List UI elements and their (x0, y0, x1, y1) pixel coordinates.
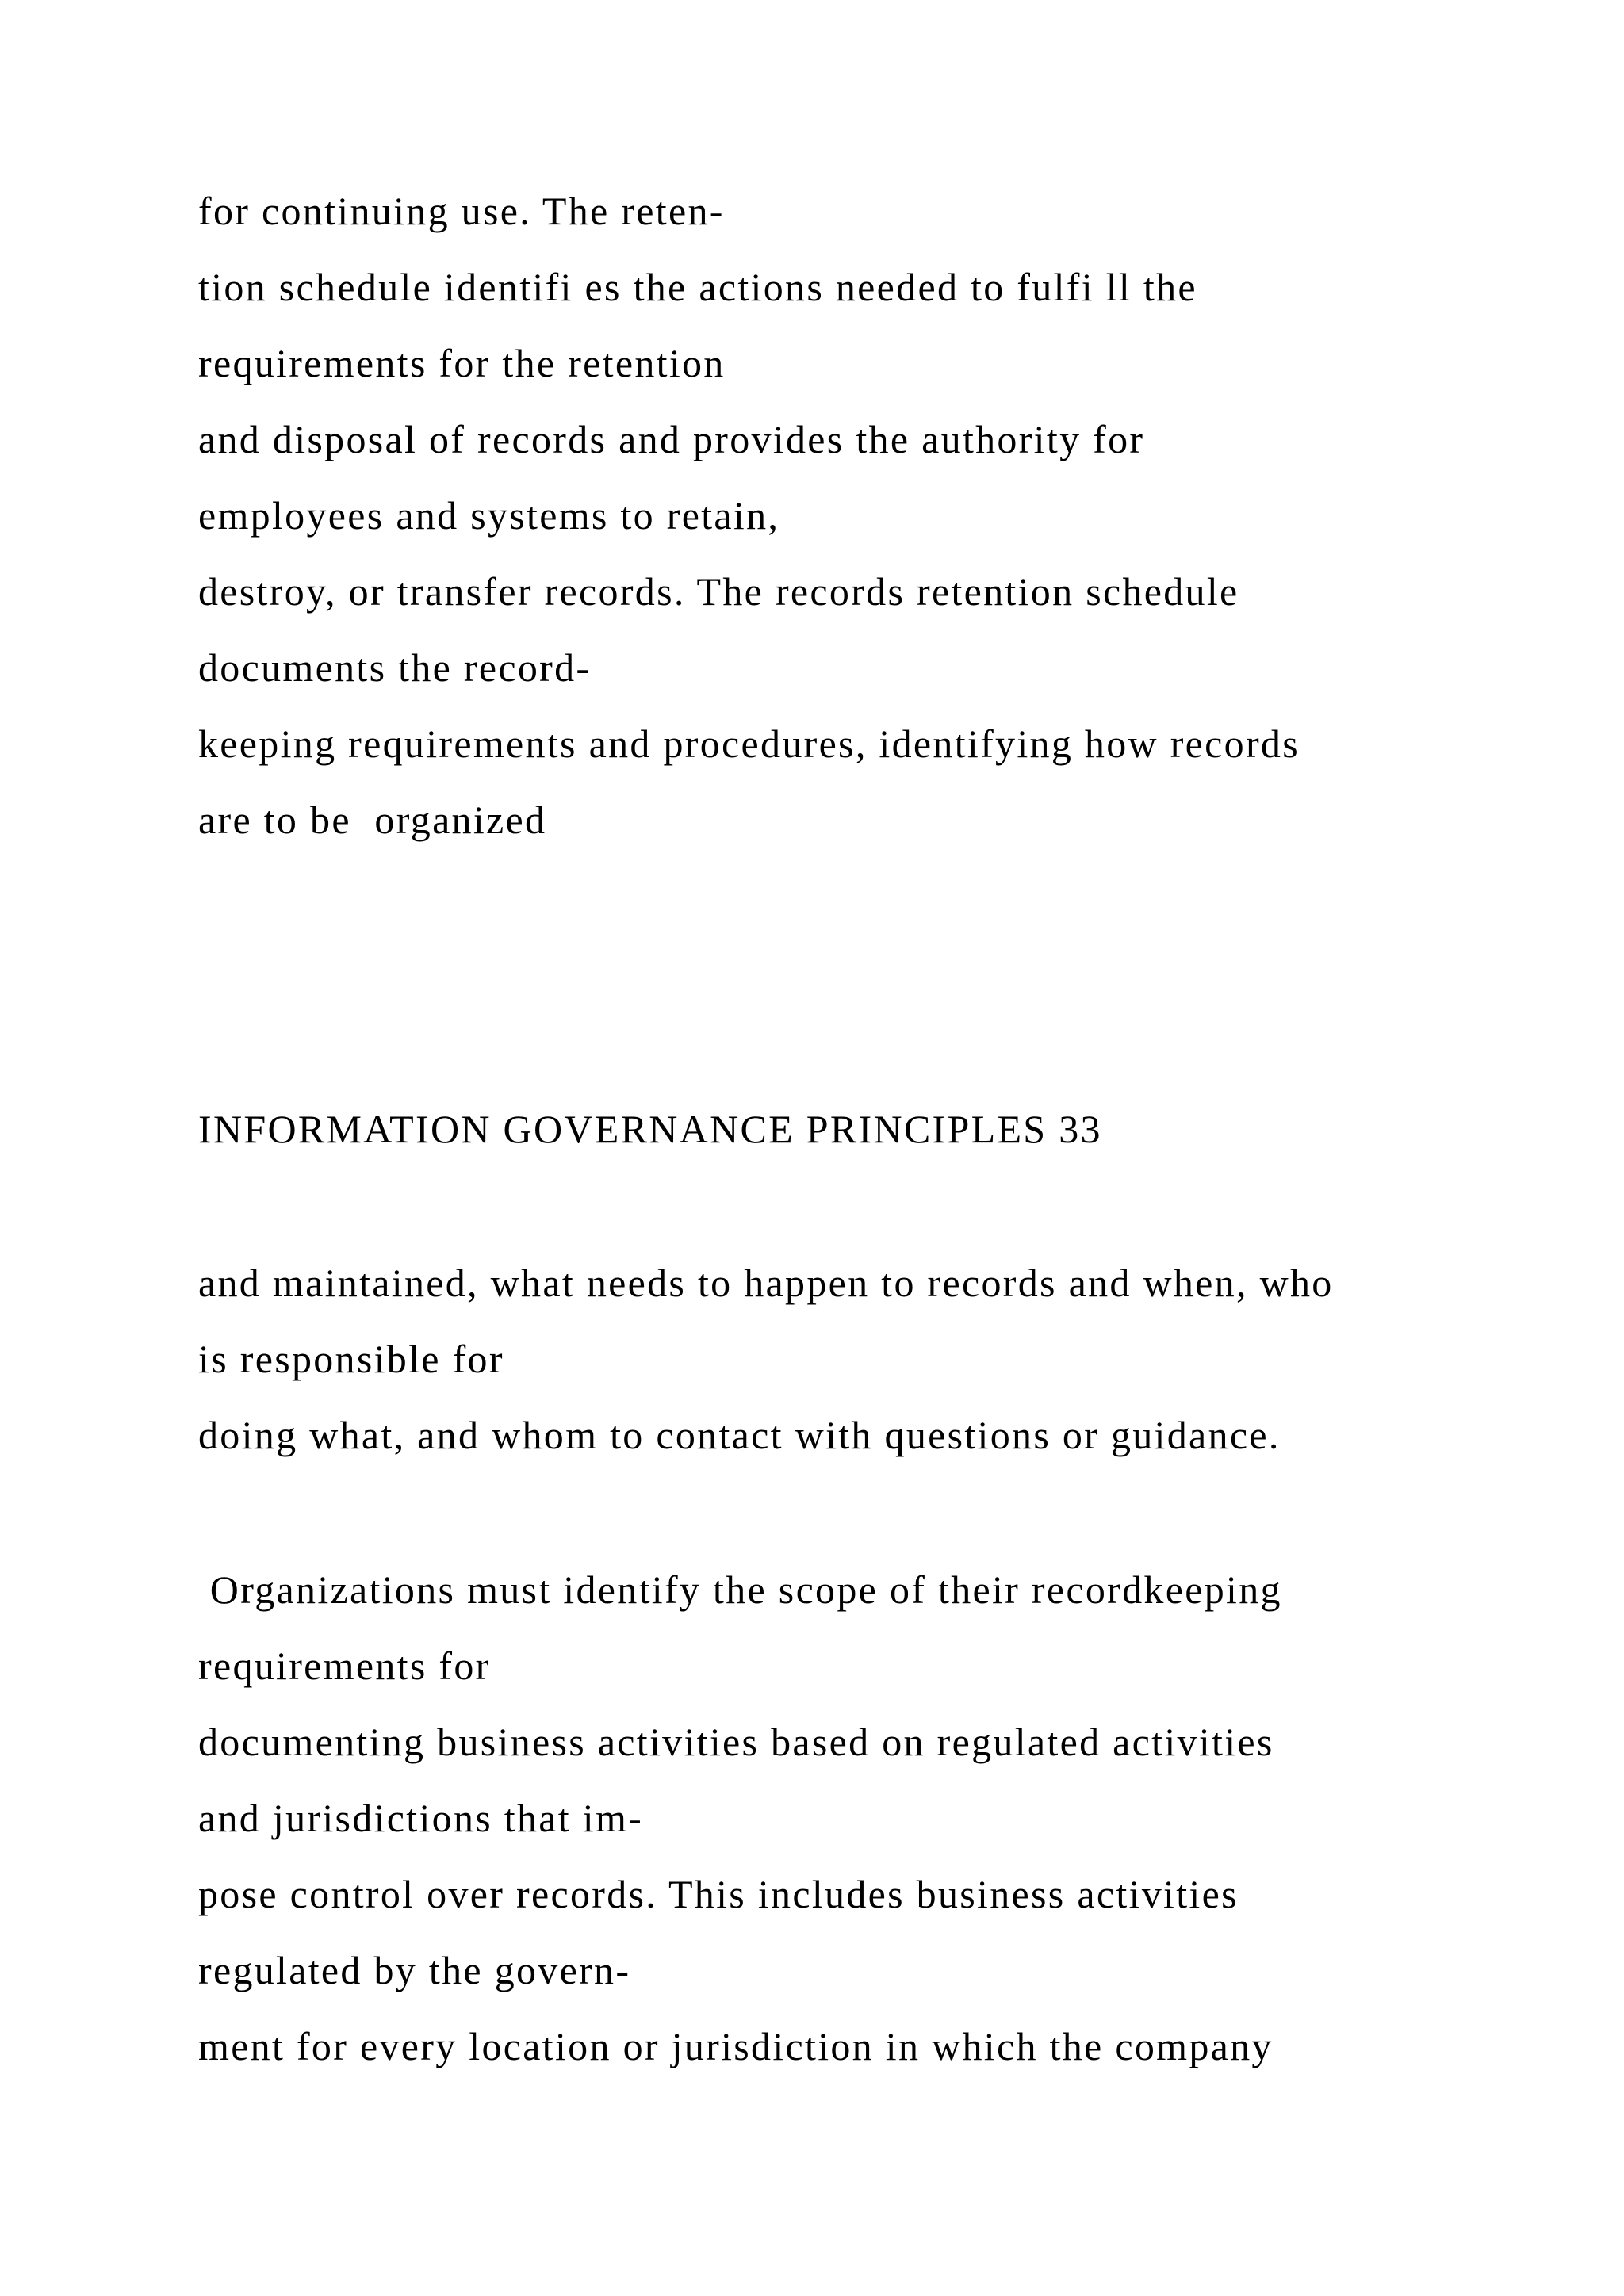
text-line: Organizations must identify the scope of their recordkeeping (198, 1567, 1282, 1612)
text-line: documenting business activities based on regulated activities (198, 1720, 1274, 1764)
text-line: is responsible for (198, 1337, 504, 1381)
text-line: pose control over records. This includes business activities (198, 1872, 1239, 1916)
text-line: documents the record- (198, 645, 592, 690)
text-line: and maintained, what needs to happen to records and when, who (198, 1261, 1334, 1305)
text-line: requirements for (198, 1644, 491, 1688)
text-line: are to be organized (198, 798, 547, 842)
text-line: employees and systems to retain, (198, 493, 780, 538)
text-line: and jurisdictions that im- (198, 1796, 644, 1840)
running-header: INFORMATION GOVERNANCE PRINCIPLES 33 (198, 1107, 1102, 1151)
text-line: tion schedule identifi es the actions needed to fulfi ll the (198, 265, 1197, 309)
paragraph-retention-schedule (198, 173, 1576, 858)
page-header (198, 1091, 1576, 1167)
text-line: doing what, and whom to contact with questions or guidance. (198, 1413, 1281, 1457)
text-line: and disposal of records and provides the authority for (198, 417, 1145, 461)
text-line: for continuing use. The reten- (198, 189, 725, 233)
paragraph-continuation (198, 1245, 1576, 1473)
text-line: ment for every location or jurisdiction in which the company (198, 2024, 1274, 2068)
text-line: requirements for the retention (198, 341, 726, 385)
paragraph-recordkeeping-scope (198, 1552, 1576, 2084)
text-line: destroy, or transfer records. The records retention schedule (198, 569, 1239, 614)
text-line: regulated by the govern- (198, 1948, 631, 1992)
text-line: keeping requirements and procedures, identifying how records (198, 721, 1300, 766)
